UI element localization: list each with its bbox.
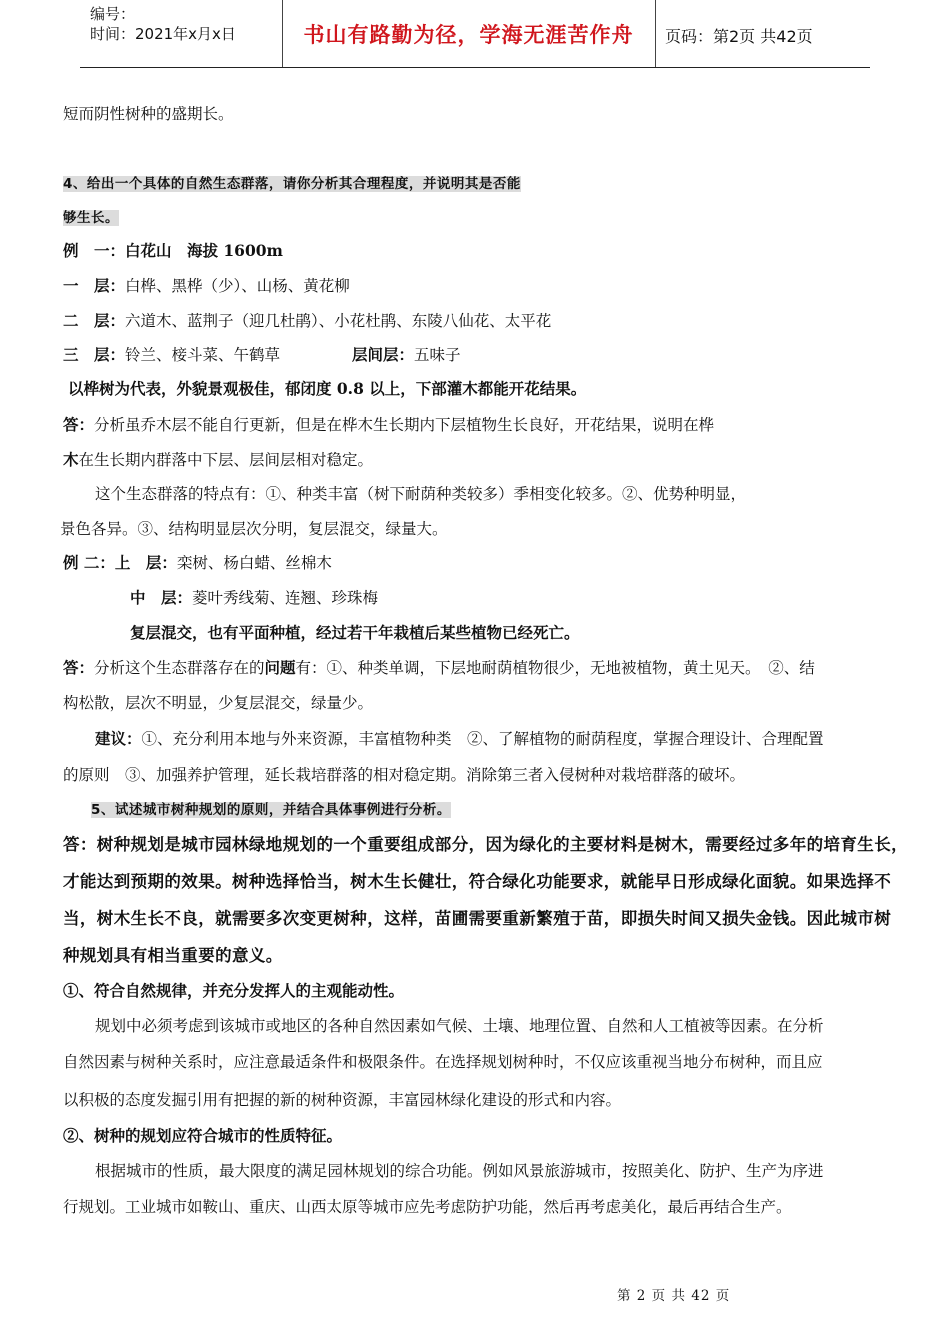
text-line: 以桦树为代表，外貌景观极佳，郁闭度 0.8 以上，下部灌木都能开花结果。 [68, 379, 587, 398]
example-1-title: 例 一：白花山 海拔 1600m [63, 241, 283, 260]
layer-species: 白桦、黑桦（少）、山杨、黄花柳 [125, 277, 350, 295]
question-heading [91, 798, 451, 821]
question-5-text: 5、试述城市树种规划的原则，并结合具体事例进行分析。 [91, 802, 451, 818]
bold-word: 木 [63, 450, 79, 469]
question-4-text: 4、给出一个具体的自然生态群落，请你分析其合理程度，并说明其是否能 [63, 176, 521, 192]
number-label: 编号： [90, 5, 136, 23]
text-line: 复层混交，也有平面种植，经过若干年栽植后某些植物已经死亡。 [130, 623, 580, 642]
text-line: 的原则 ③、加强养护管理，延长栽培群落的相对稳定期。消除第三者入侵树种对栽培群落的破坏。 [63, 766, 746, 784]
layer-line [63, 344, 461, 366]
text-line: 这个生态群落的特点有：①、种类丰富（树下耐荫种类较多）季相变化较多。②、优势种明显， [95, 485, 747, 503]
suggestion-text: ①、充分利用本地与外来资源，丰富植物种类 ②、了解植物的耐荫程度，掌握合理设计、合理配置 [141, 730, 824, 748]
header-motto: 书山有路勤为径，学海无涯苦作舟 [303, 21, 634, 47]
layer-line [130, 587, 378, 609]
text-line: 种规划具有相当重要的意义。 [63, 946, 283, 965]
text-line: 行规划。工业城市如鞍山、重庆、山西太原等城市应先考虑防护功能，然后再考虑美化，最后再结合生产。 [63, 1198, 792, 1216]
text-line: 答：树种规划是城市园林绿地规划的一个重要组成部分，因为绿化的主要材料是树木，需要经过多年的培育生长， [63, 835, 908, 854]
text-line: 景色各异。③、结构明显层次分明，复层混交，绿量大。 [60, 520, 448, 538]
question-heading [63, 172, 521, 195]
suggestion-line [95, 728, 824, 750]
bold-word: 问题 [264, 658, 296, 677]
layer-label: 例 二：上 层： [63, 553, 177, 572]
answer-label: 答： [63, 415, 95, 434]
layer-label: 三 层： [63, 345, 126, 364]
question-4-text-cont: 够生长。 [63, 210, 119, 226]
layer-species: 铃兰、椄斗菜、午鹤草 [125, 346, 281, 364]
header-meta [90, 4, 236, 44]
suggestion-label: 建议： [95, 729, 142, 748]
header-divider [655, 0, 656, 67]
page-footer: 第 2 页 共 42 页 [617, 1288, 731, 1304]
layer-label: 二 层： [63, 311, 126, 330]
layer-label: 一 层： [63, 276, 126, 295]
layer-line [63, 310, 551, 332]
text-line: 根据城市的性质，最大限度的满足园林规划的综合功能。例如风景旅游城市，按照美化、防护、生产为序进 [95, 1162, 824, 1180]
layer-species: 六道木、蓝荆子（迎几杜鹃）、小花杜鹃、东陵八仙花、太平花 [125, 312, 552, 330]
text-line: 短而阴性树种的盛期长。 [63, 105, 234, 123]
answer-label: 答： [63, 658, 95, 677]
answer-text: 分析这个生态群落存在的 [94, 659, 265, 677]
answer-text: 在生长期内群落中下层、层间层相对稳定。 [78, 451, 374, 469]
answer-text: 有：①、种类单调，下层地耐荫植物很少，无地被植物，黄土见天。 ②、结 [295, 659, 815, 677]
question-heading [63, 206, 119, 229]
layer-species: 菱叶秀线菊、连翘、珍珠梅 [192, 589, 379, 607]
layer-line [63, 552, 332, 574]
answer-line [63, 657, 815, 679]
text-line: 自然因素与树种关系时，应注意最适条件和极限条件。在选择规划树种时，不仅应该重视当地分布树种，而且应 [63, 1053, 823, 1071]
layer-label: 层间层： [352, 345, 415, 364]
text-line: 当，树木生长不良，就需要多次变更树种，这样，苗圃需要重新繁殖于苗，即损失时间又损失金钱。因此城市树 [63, 909, 892, 928]
principle-heading: ②、树种的规划应符合城市的性质特征。 [63, 1126, 343, 1145]
answer-line [63, 414, 714, 436]
layer-species: 栾树、杨白蜡、丝棉木 [176, 554, 332, 572]
answer-text: 分析虽乔木层不能自行更新，但是在桦木生长期内下层植物生长良好，开花结果，说明在桦 [94, 416, 715, 434]
text-line: 以积极的态度发掘引用有把握的新的树种资源，丰富园林绿化建设的形式和内容。 [63, 1091, 622, 1109]
text-line: 才能达到预期的效果。树种选择恰当，树木生长健壮，符合绿化功能要求，就能早日形成绿化面貌。如果选择不 [63, 872, 892, 891]
page-header [80, 0, 870, 68]
layer-line [63, 275, 350, 297]
header-page-info: 页码：第2页 共42页 [665, 27, 813, 46]
layer-label: 中 层： [130, 588, 193, 607]
layer-species: 五味子 [414, 346, 461, 364]
text-line: 规划中必须考虑到该城市或地区的各种自然因素如气候、土壤、地理位置、自然和人工植被等因素。在分析 [95, 1017, 824, 1035]
date-label: 时间：2021年x月x日 [90, 25, 236, 43]
answer-line [63, 449, 373, 471]
principle-heading: ①、符合自然规律，并充分发挥人的主观能动性。 [63, 981, 405, 1000]
text-line: 构松散，层次不明显，少复层混交，绿量少。 [63, 694, 374, 712]
